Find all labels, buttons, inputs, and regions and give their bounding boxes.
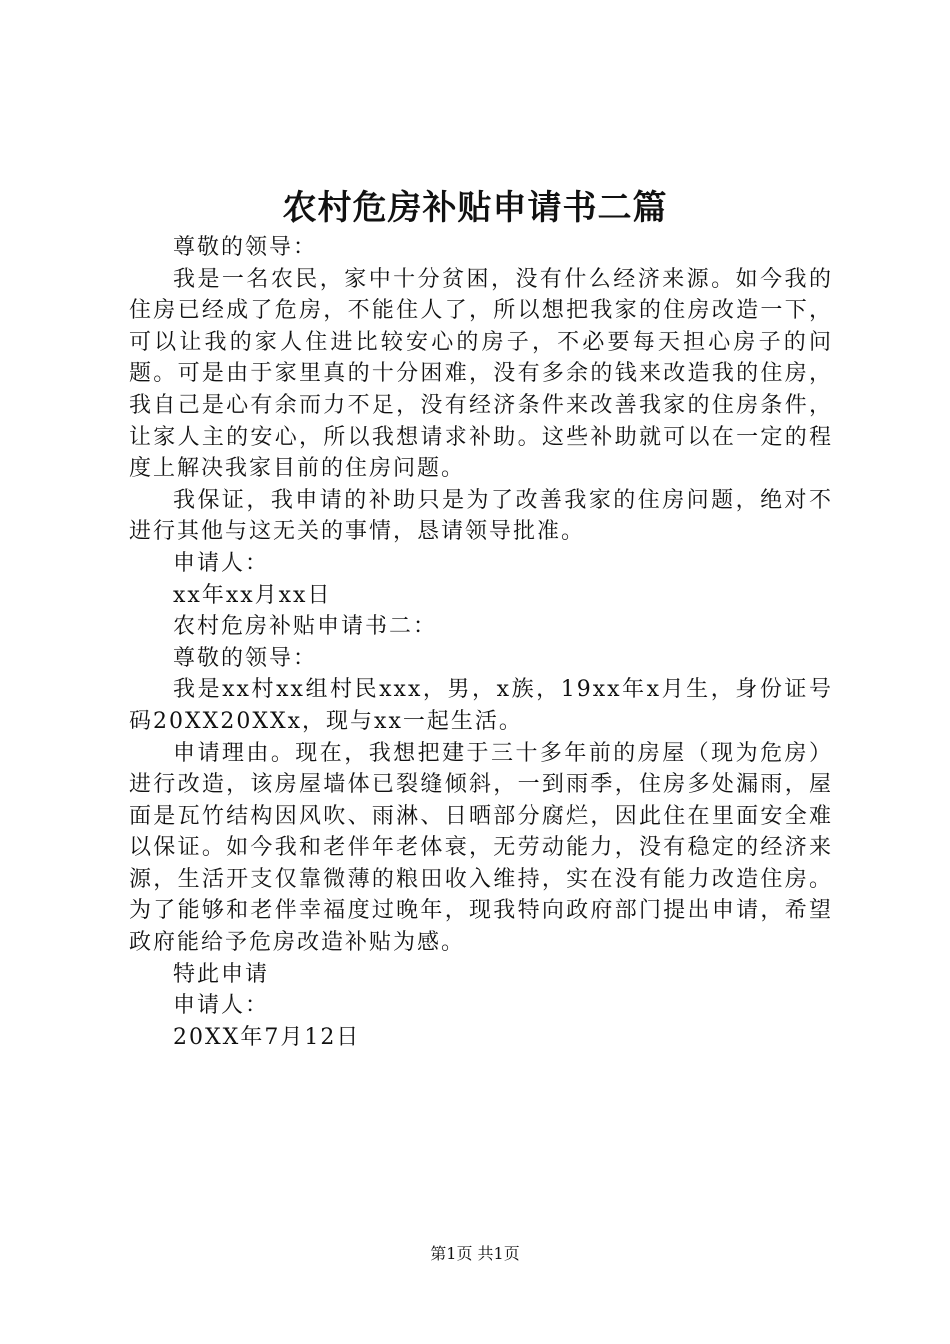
date-line: 20XX年7月12日 bbox=[173, 1024, 361, 1050]
body-paragraph: 我保证，我申请的补助只是为了改善我家的住房问题，绝对不进行其他与这无关的事情，恳请领导批准。 bbox=[129, 487, 833, 545]
body-paragraph: 申请理由。现在，我想把建于三十多年前的房屋（现为危房）进行改造，该房屋墙体已裂缝倾斜，一到雨季，住房多处漏雨，屋面是瓦竹结构因风吹、雨淋、日晒部分腐烂，因此住在里面安全难以保证。如今我和老伴年老体衰，无劳动能力，没有稳定的经济来源，生活开支仅靠微薄的粮田收入维持，实在没有能力改造住房。为了能够和老伴幸福度过晚年，现我特向政府部门提出申请，希望政府能给予危房改造补贴为感。 bbox=[129, 740, 833, 956]
date-line: xx年xx月xx日 bbox=[173, 582, 332, 608]
document-body bbox=[129, 232, 833, 1053]
page-number-footer: 第1页 共1页 bbox=[430, 1244, 520, 1263]
body-paragraph: 我是一名农民，家中十分贫困，没有什么经济来源。如今我的住房已经成了危房，不能住人了，所以想把我家的住房改造一下，可以让我的家人住进比较安心的房子，不必要每天担心房子的问题。可是由于家里真的十分困难，没有多余的钱来改造我的住房，我自己是心有余而力不足，没有经济条件来改善我家的住房条件，让家人主的安心，所以我想请求补助。这些补助就可以在一定的程度上解决我家目前的住房问题。 bbox=[129, 266, 833, 482]
applicant-label: 申请人： bbox=[173, 993, 270, 1019]
body-paragraph: 我是xx村xx组村民xxx，男，x族，19xx年x月生，身份证号码20XX20XXx，现与xx一起生活。 bbox=[129, 677, 833, 734]
closing-line: 特此申请 bbox=[173, 961, 270, 987]
salutation: 尊敬的领导： bbox=[173, 645, 318, 671]
section-heading: 农村危房补贴申请书二： bbox=[173, 614, 438, 640]
salutation: 尊敬的领导： bbox=[173, 235, 318, 260]
page-title: 农村危房补贴申请书二篇 bbox=[282, 188, 668, 228]
applicant-label: 申请人： bbox=[173, 550, 270, 576]
